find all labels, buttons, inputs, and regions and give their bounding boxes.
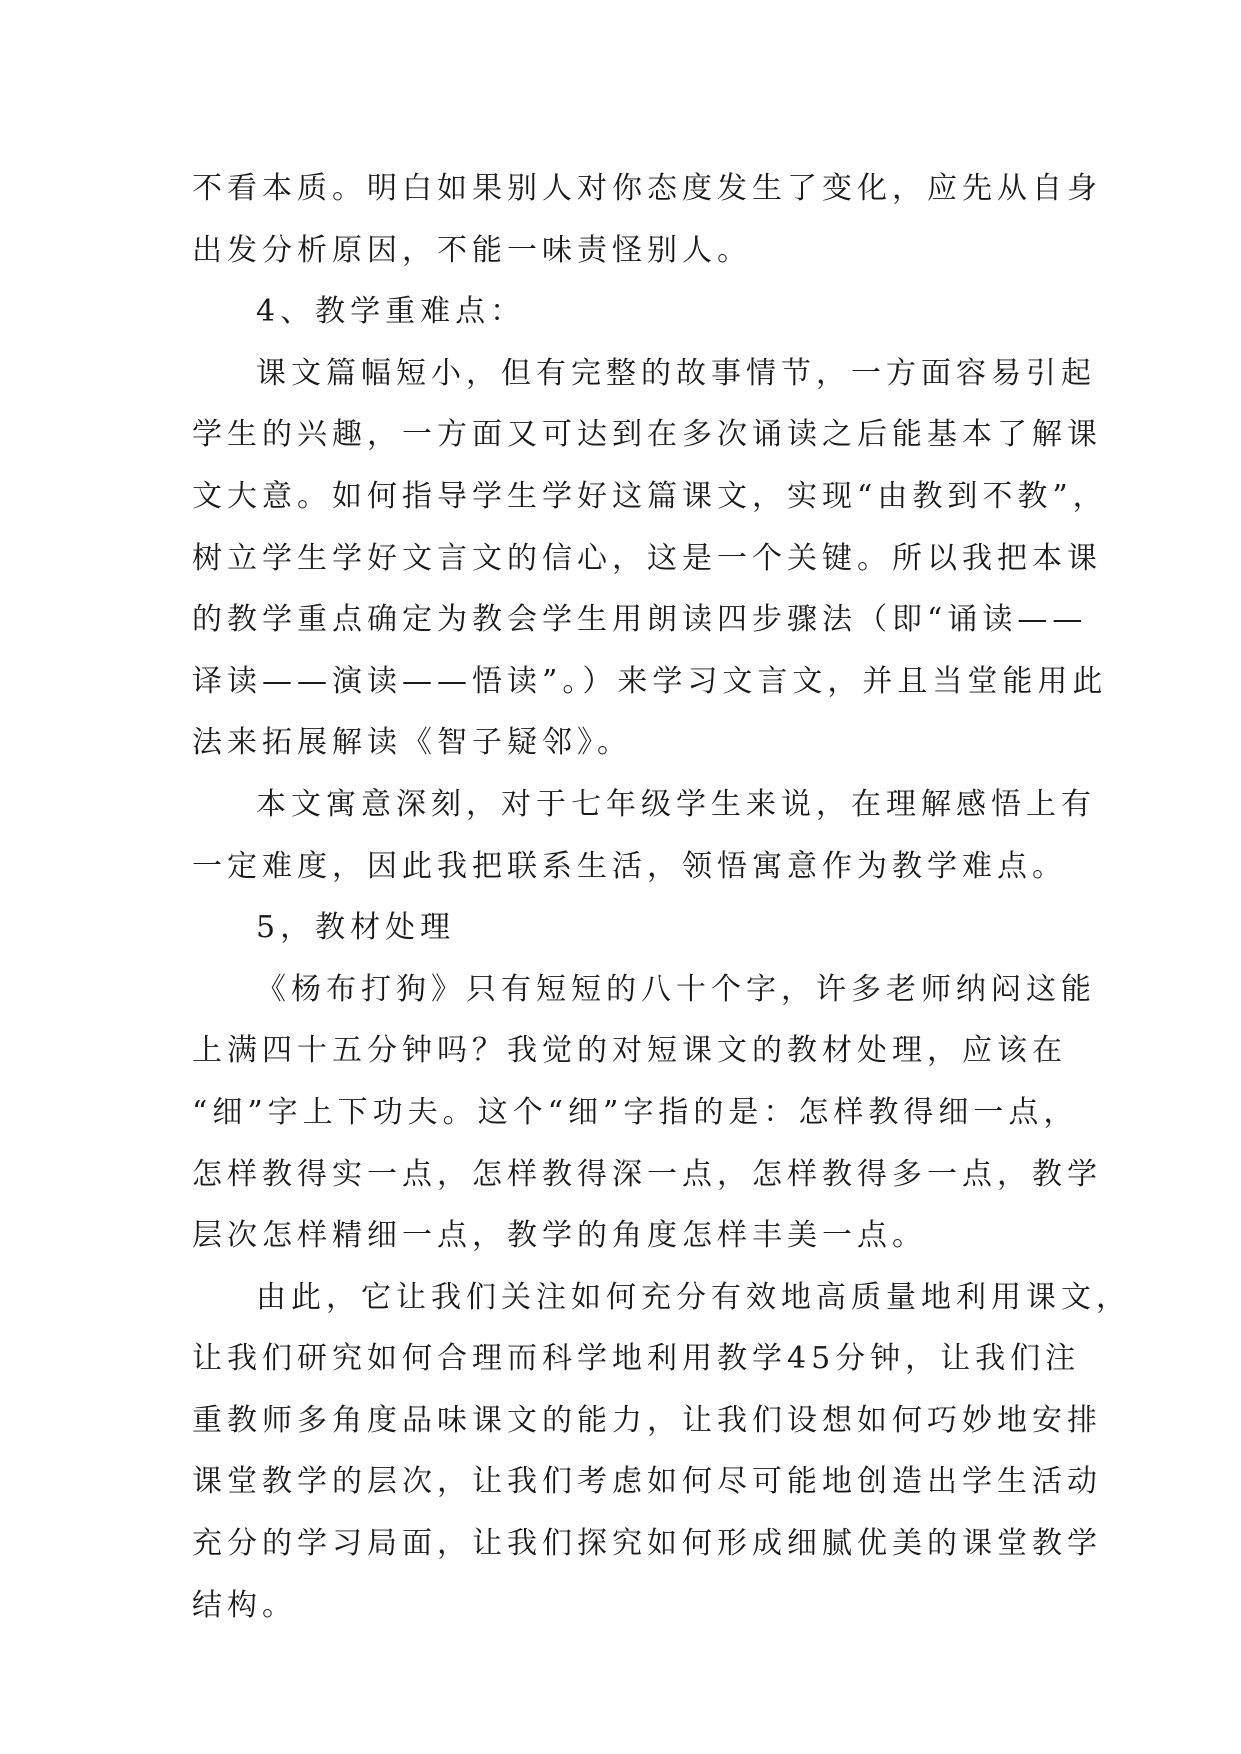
text-line: 课文篇幅短小，但有完整的故事情节，一方面容易引起 xyxy=(256,355,1096,391)
document-body xyxy=(192,158,1131,1636)
text-line: 怎样教得实一点，怎样教得深一点，怎样教得多一点，教学 xyxy=(192,1156,1102,1192)
text-line: 法来拓展解读《智子疑邻》。 xyxy=(192,725,632,761)
text-line: 文大意。如何指导学生学好这篇课文，实现“由教到不教”， xyxy=(192,478,1108,514)
text-line: 不看本质。明白如果别人对你态度发生了变化，应先从自身 xyxy=(192,171,1102,206)
text-line: 本文寓意深刻，对于七年级学生来说，在理解感悟上有 xyxy=(256,786,1096,822)
text-line: 层次怎样精细一点，教学的角度怎样丰美一点。 xyxy=(192,1218,927,1254)
text-line: 译读——演读——悟读”。）来学习文言文，并且当堂能用此 xyxy=(192,663,1108,699)
text-line: 树立学生学好文言文的信心，这是一个关键。所以我把本课 xyxy=(192,540,1102,576)
text-line: 一定难度，因此我把联系生活，领悟寓意作为教学难点。 xyxy=(192,848,1067,884)
text-line: 的教学重点确定为教会学生用朗读四步骤法（即“诵读—— xyxy=(192,602,1088,638)
text-line: 4、教学重难点： xyxy=(256,294,526,330)
text-line: 《杨布打狗》只有短短的八十个字，许多老师纳闷这能 xyxy=(256,971,1096,1007)
text-line: 出发分析原因，不能一味责怪别人。 xyxy=(192,232,752,268)
text-line: 上满四十五分钟吗？我觉的对短课文的教材处理，应该在 xyxy=(192,1033,1067,1069)
text-line: 5，教材处理 xyxy=(256,910,456,946)
text-line: 由此，它让我们关注如何充分有效地高质量地利用课文， xyxy=(256,1279,1131,1315)
text-line: 课堂教学的层次，让我们考虑如何尽可能地创造出学生活动 xyxy=(192,1464,1102,1500)
text-line: 充分的学习局面，让我们探究如何形成细腻优美的课堂教学 xyxy=(192,1526,1102,1562)
text-line: 重教师多角度品味课文的能力，让我们设想如何巧妙地安排 xyxy=(192,1402,1102,1438)
text-line: 学生的兴趣，一方面又可达到在多次诵读之后能基本了解课 xyxy=(192,417,1102,453)
text-line: 结构。 xyxy=(192,1587,297,1623)
text-line: 让我们研究如何合理而科学地利用教学45分钟，让我们注 xyxy=(192,1341,1081,1377)
text-line: “细”字上下功夫。这个“细”字指的是：怎样教得细一点， xyxy=(192,1094,1079,1130)
